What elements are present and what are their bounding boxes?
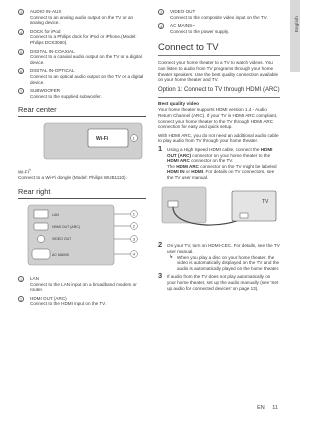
page-footer [257, 405, 278, 411]
svg-text:HDMI OUT (ARC): HDMI OUT (ARC) [52, 225, 80, 230]
divider [158, 55, 280, 56]
svg-text:1: 1 [132, 211, 135, 217]
item-term: LAN [30, 276, 39, 282]
best-quality-label: Best quality video [158, 101, 200, 107]
right-column [158, 0, 280, 294]
item-number: 3 [159, 11, 163, 15]
language-side-tab [290, 0, 300, 72]
svg-text:2: 2 [132, 223, 135, 229]
language-label: English [294, 16, 299, 33]
connector-list-1 [18, 9, 146, 99]
item-number: 3 [19, 11, 23, 15]
wifi-term: Wi-Fi [18, 169, 29, 175]
wifi-port-label: Wi-Fi [96, 136, 109, 143]
item-description: Connect to a Philips dock for iPod or iPhone.(Model: Philips DCK3060). [30, 34, 137, 45]
svg-text:AC MAINS: AC MAINS [52, 253, 69, 258]
connector-item [18, 29, 146, 46]
item-number: 4 [159, 25, 163, 30]
tv-illustration [232, 191, 276, 221]
wifi-description: Wi-Fi® Connect to a Wi-Fi dongle (Model: Philips WUB1110). [18, 168, 127, 181]
item-term: SUBWOOFER [30, 88, 61, 94]
svg-text:1: 1 [132, 135, 135, 141]
footer-language: EN [257, 405, 265, 411]
connector-item [18, 9, 146, 26]
item-term: DIGITAL IN-COAXIAL [30, 48, 75, 54]
power-port-illustration [32, 249, 50, 259]
rear-right-heading: Rear right [18, 187, 51, 197]
item-description: Connect to the composite video input on the TV. [170, 14, 268, 20]
hdmi-arc-paragraph: Your home theater supports HDMI version 1.4 - Audio Return Channel (ARC). If your TV is HDMI ARC compliant, connect your home theater to the TV through HDMI ARC connection for easy and quick setup. [158, 107, 278, 130]
option-heading: Option 1: Connect to TV through HDMI (ARC) [158, 86, 280, 93]
item-number: 2 [19, 297, 23, 302]
item-description: Connect to an optical audio output on the TV or a digital device. [30, 73, 144, 85]
hdmi-connection-illustration [158, 183, 280, 235]
item-number: 7 [19, 90, 23, 95]
connector-item [18, 68, 146, 85]
item-term: AC MAINS~ [170, 23, 195, 29]
hdmi-port-illustration [34, 223, 48, 230]
step-number: 1 [158, 143, 163, 153]
connector-list-3 [158, 9, 280, 34]
item-number: 5 [19, 50, 23, 55]
item-description: Connect to a coaxial audio output on the TV or a digital device. [30, 54, 142, 65]
rear-center-illustration [18, 121, 146, 161]
item-description: Connect to the LAN input on a broadband modem or router. [30, 281, 137, 293]
rear-right-illustration [18, 203, 146, 267]
item-term: AUDIO IN-AUX [30, 9, 62, 14]
item-term: HDMI OUT (ARC) [30, 295, 67, 301]
svg-text:VIDEO OUT: VIDEO OUT [52, 237, 72, 242]
connector-item [18, 88, 146, 99]
wifi-desc: Connect to a Wi-Fi dongle (Model: Philips WUB1110). [18, 175, 127, 181]
item-description: Connect to an analog audio output on the TV or an analog device. [30, 14, 134, 26]
step-2: 2 On your TV, turn on HDMI-CEC. For details, see the TV user manual. ↳ When you play a disc on your home theater, the video is automatically displayed on the TV and the audio is automatically played on the home theater. [158, 240, 280, 271]
connector-item [18, 49, 146, 66]
page-number: 11 [272, 405, 278, 411]
step-1: 1 Using a High Speed HDMI cable, connect the HDMI OUT (ARC) connector on your home theater to the HDMI ARC connector on the TV. The HDMI ARC connector on the TV might be labeled HDMI IN or HDMI. For details on TV connectors, see the TV user manual. [158, 143, 277, 180]
connector-item [158, 23, 280, 34]
item-term: DIGITAL IN-OPTICAL [30, 68, 75, 74]
svg-text:3: 3 [132, 236, 135, 242]
left-column [18, 0, 146, 310]
item-term: VIDEO OUT [170, 9, 196, 14]
item-term: DOCK for iPod [30, 28, 61, 34]
item-description: Connect to the power supply. [170, 28, 230, 34]
video-port-illustration [38, 236, 45, 243]
intro-paragraph: Connect your home theater to a TV to watch videos. You can listen to audio from TV programs through your home theater speakers. Use the best quality connection available on your home theater and TV. [158, 60, 279, 83]
section-title: Connect to TV [158, 42, 219, 54]
lan-port-illustration [34, 210, 48, 218]
connector-list-2 [18, 276, 146, 307]
step-3: 3 If audio from the TV does not play automatically on your home theater, set up the audio manually (see 'Set up audio for connected devices' on page 13). [158, 271, 279, 291]
item-description: Connect to the HDMI input on the TV. [30, 301, 107, 307]
connector-item [18, 276, 146, 293]
item-number: 6 [19, 70, 23, 75]
connector-item [158, 9, 280, 20]
step-2-note: ↳ When you play a disc on your home theater, the video is automatically displayed on the TV and the audio is automatically played on the home theater. [169, 253, 280, 271]
svg-text:LAN: LAN [52, 213, 59, 218]
divider [158, 97, 280, 98]
item-number: 4 [19, 30, 23, 35]
svg-text:4: 4 [132, 251, 135, 257]
connector-item [18, 296, 146, 307]
item-number: 1 [19, 278, 23, 283]
item-description: Connect to the supplied subwoofer. [30, 93, 102, 99]
rear-center-heading: Rear center [18, 105, 57, 115]
divider [18, 116, 146, 117]
divider [18, 198, 146, 199]
tv-label: TV [262, 199, 269, 206]
hdmi-arc-note: With HDMI ARC, you do not need an additional audio cable to play audio from TV through your home theater. [158, 132, 279, 144]
